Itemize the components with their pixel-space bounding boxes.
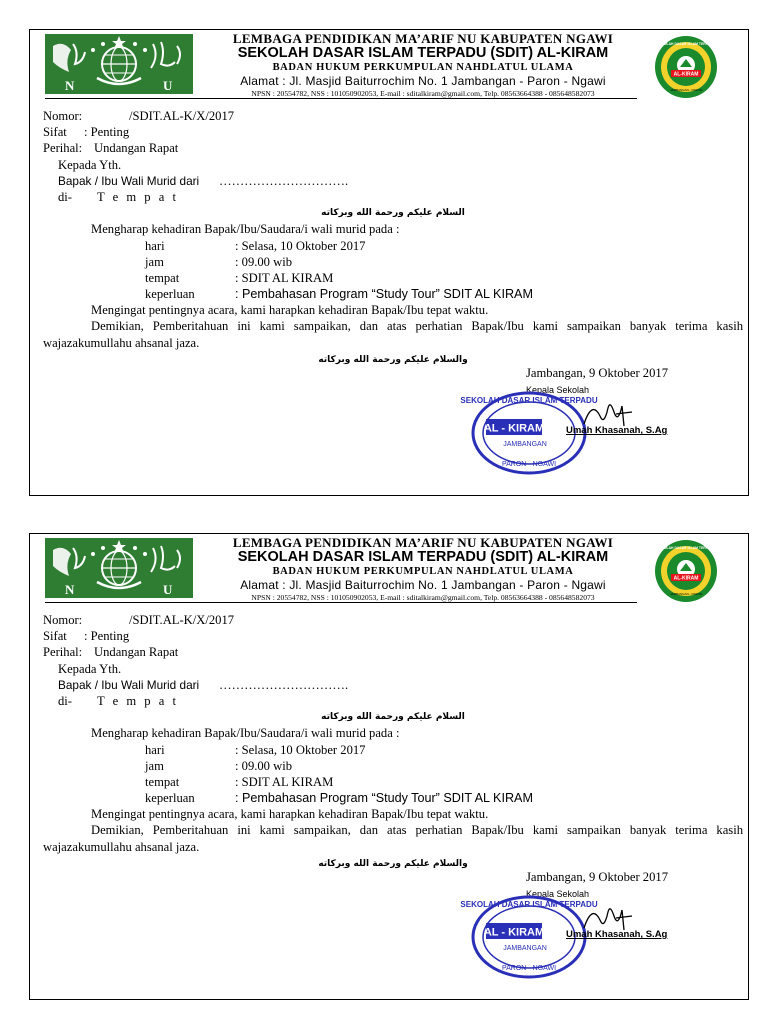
nu-letter-u: U xyxy=(163,78,173,93)
sifat-value: : Penting xyxy=(84,629,130,644)
opening-sentence-row xyxy=(43,725,743,741)
detail-value: : 09.00 wib xyxy=(235,254,293,269)
emblem-center-text: AL-KIRAM xyxy=(673,575,699,582)
signatory-name: Umah Khasanah, S.Ag xyxy=(566,929,668,940)
recipient-text: Bapak / Ibu Wali Murid dari xyxy=(58,173,200,188)
letterhead-divider xyxy=(45,602,637,603)
nomor-row xyxy=(43,612,743,628)
di-label: di- xyxy=(58,189,72,204)
address-line: Alamat : Jl. Masjid Baiturrochim No. 1 Jambangan - Paron - Ngawi xyxy=(240,74,606,88)
place-date: Jambangan, 9 Oktober 2017 xyxy=(526,366,668,380)
nomor-row xyxy=(43,108,743,124)
importance-paragraph: Mengingat pentingnya acara, kami harapkan kehadiran Bapak/Ibu tepat waktu. xyxy=(91,303,489,318)
perihal-value: Undangan Rapat xyxy=(94,141,179,156)
school-emblem-icon xyxy=(654,35,718,99)
closing-salam: والسلام عليكم ورحمة الله وبركاته xyxy=(318,354,468,365)
detail-row-hari xyxy=(43,742,743,758)
detail-row-keperluan xyxy=(43,790,743,806)
detail-row-jam xyxy=(43,254,743,270)
nu-letter-n: N xyxy=(65,582,75,597)
importance-paragraph: Mengingat pentingnya acara, kami harapkan kehadiran Bapak/Ibu tepat waktu. xyxy=(91,807,489,822)
emblem-ring-text: SEKOLAH DASAR ISLAM TERPADU xyxy=(656,42,716,46)
opening-sentence: Mengharap kehadiran Bapak/Ibu/Saudara/i wali murid pada : xyxy=(91,726,400,741)
kepada-row xyxy=(43,157,743,173)
tujuan-row xyxy=(43,677,743,693)
detail-row-tempat xyxy=(43,774,743,790)
recipient-dots: …………………………. xyxy=(219,173,349,188)
position-title: Kepala Sekolah xyxy=(526,889,590,899)
signature-block xyxy=(460,870,740,1000)
kepada-text: Kepada Yth. xyxy=(58,157,122,172)
detail-row-jam xyxy=(43,758,743,774)
nu-logo-icon xyxy=(45,538,193,598)
kepada-text: Kepada Yth. xyxy=(58,661,122,676)
legal-body-line: BADAN HUKUM PERKUMPULAN NAHDLATUL ULAMA xyxy=(272,565,574,577)
detail-row-keperluan xyxy=(43,286,743,302)
emblem-center-text: AL-KIRAM xyxy=(673,71,699,78)
signature-block xyxy=(460,366,740,496)
institution-line: LEMBAGA PENDIDIKAN MA’ARIF NU KABUPATEN NGAWI xyxy=(232,31,614,46)
stamp-top-text: SEKOLAH DASAR ISLAM TERPADU xyxy=(460,900,598,909)
detail-value: : Pembahasan Program “Study Tour” SDIT AL KIRAM xyxy=(235,791,533,806)
detail-row-tempat xyxy=(43,270,743,286)
invitation-letter-1 xyxy=(29,29,749,496)
detail-value: : SDIT AL KIRAM xyxy=(235,774,334,789)
letterhead-divider xyxy=(45,98,637,99)
nomor-value: /SDIT.AL-K/X/2017 xyxy=(129,109,235,123)
detail-label: jam xyxy=(145,758,164,773)
sifat-row xyxy=(43,124,743,140)
detail-label: tempat xyxy=(145,270,180,285)
position-title: Kepala Sekolah xyxy=(526,385,590,395)
letterhead xyxy=(45,535,716,602)
detail-label: jam xyxy=(145,254,164,269)
recipient-dots: …………………………. xyxy=(219,677,349,692)
detail-row-hari xyxy=(43,238,743,254)
recipient-text: Bapak / Ibu Wali Murid dari xyxy=(58,677,200,692)
event-details xyxy=(43,742,743,807)
opening-sentence: Mengharap kehadiran Bapak/Ibu/Saudara/i wali murid pada : xyxy=(91,222,400,237)
letter-body xyxy=(43,108,743,368)
opening-salam: السلام عليكم ورحمة الله وبركاته xyxy=(321,712,465,723)
contact-line: NPSN : 20554782, NSS : 101050902053, E-mail : sditalkiram@gmail.com, Telp. 08563664388 - 085648582073 xyxy=(251,89,595,98)
stamp-sub-text: JAMBANGAN xyxy=(503,945,547,952)
nomor-label: Nomor: xyxy=(43,109,83,123)
stamp-sub-text: JAMBANGAN xyxy=(503,441,547,448)
detail-value: : Selasa, 10 Oktober 2017 xyxy=(235,238,366,253)
perihal-value: Undangan Rapat xyxy=(94,645,179,660)
contact-line: NPSN : 20554782, NSS : 101050902053, E-mail : sditalkiram@gmail.com, Telp. 08563664388 - 085648582073 xyxy=(251,593,595,602)
stamp-center-text: AL - KIRAM xyxy=(483,926,545,939)
sifat-value: : Penting xyxy=(84,125,130,140)
detail-label: hari xyxy=(145,238,165,253)
perihal-row xyxy=(43,644,743,660)
perihal-label: Perihal: xyxy=(43,141,83,156)
letterhead-text xyxy=(195,32,651,98)
kepada-row xyxy=(43,661,743,677)
emblem-bottom-text: JAMBANGAN - PARON xyxy=(670,88,702,92)
closing-paragraph: Demikian, Pemberitahuan ini kami sampaikan, dan atas perhatian Bapak/Ibu kami sampaikan banyak terima kasih wajazakumullahu ahsanal jaza. xyxy=(43,319,743,350)
detail-label: keperluan xyxy=(145,791,195,806)
nomor-label: Nomor: xyxy=(43,613,83,627)
event-details xyxy=(43,238,743,303)
opening-salam: السلام عليكم ورحمة الله وبركاته xyxy=(321,208,465,219)
address-line: Alamat : Jl. Masjid Baiturrochim No. 1 Jambangan - Paron - Ngawi xyxy=(240,578,606,592)
closing-salam: والسلام عليكم ورحمة الله وبركاته xyxy=(318,858,468,869)
detail-value: : Pembahasan Program “Study Tour” SDIT AL KIRAM xyxy=(235,287,533,302)
invitation-letter-2 xyxy=(29,533,749,1000)
detail-label: tempat xyxy=(145,774,180,789)
opening-sentence-row xyxy=(43,221,743,237)
school-name: SEKOLAH DASAR ISLAM TERPADU (SDIT) AL-KIRAM xyxy=(237,549,609,565)
place-date: Jambangan, 9 Oktober 2017 xyxy=(526,870,668,884)
detail-label: hari xyxy=(145,742,165,757)
stamp-bottom-text: PARON - NGAWI xyxy=(501,461,557,468)
detail-label: keperluan xyxy=(145,287,195,302)
perihal-label: Perihal: xyxy=(43,645,83,660)
emblem-ring-text: SEKOLAH DASAR ISLAM TERPADU xyxy=(656,546,716,550)
school-name: SEKOLAH DASAR ISLAM TERPADU (SDIT) AL-KIRAM xyxy=(237,45,609,61)
para1-row xyxy=(43,806,743,822)
school-emblem-icon xyxy=(654,539,718,603)
sifat-row xyxy=(43,628,743,644)
di-row xyxy=(43,693,743,709)
signatory-name: Umah Khasanah, S.Ag xyxy=(566,425,668,436)
di-value: T e m p a t xyxy=(97,189,179,204)
nomor-value: /SDIT.AL-K/X/2017 xyxy=(129,613,235,627)
tujuan-row xyxy=(43,173,743,189)
di-row xyxy=(43,189,743,205)
letterhead-text xyxy=(195,536,651,602)
letter-body xyxy=(43,612,743,872)
stamp-center-text: AL - KIRAM xyxy=(483,422,545,435)
sifat-label: Sifat xyxy=(43,629,67,644)
nu-letter-n: N xyxy=(65,78,75,93)
detail-value: : 09.00 wib xyxy=(235,758,293,773)
para1-row xyxy=(43,302,743,318)
detail-value: : SDIT AL KIRAM xyxy=(235,270,334,285)
perihal-row xyxy=(43,140,743,156)
legal-body-line: BADAN HUKUM PERKUMPULAN NAHDLATUL ULAMA xyxy=(272,61,574,73)
nu-letter-u: U xyxy=(163,582,173,597)
stamp-top-text: SEKOLAH DASAR ISLAM TERPADU xyxy=(460,396,598,405)
closing-paragraph: Demikian, Pemberitahuan ini kami sampaikan, dan atas perhatian Bapak/Ibu kami sampaikan banyak terima kasih wajazakumullahu ahsanal jaza. xyxy=(43,823,743,854)
detail-value: : Selasa, 10 Oktober 2017 xyxy=(235,742,366,757)
sifat-label: Sifat xyxy=(43,125,67,140)
letterhead xyxy=(45,31,716,98)
nu-logo-icon xyxy=(45,34,193,94)
stamp-bottom-text: PARON - NGAWI xyxy=(501,965,557,972)
di-label: di- xyxy=(58,693,72,708)
di-value: T e m p a t xyxy=(97,693,179,708)
emblem-bottom-text: JAMBANGAN - PARON xyxy=(670,592,702,596)
institution-line: LEMBAGA PENDIDIKAN MA’ARIF NU KABUPATEN NGAWI xyxy=(232,535,614,550)
